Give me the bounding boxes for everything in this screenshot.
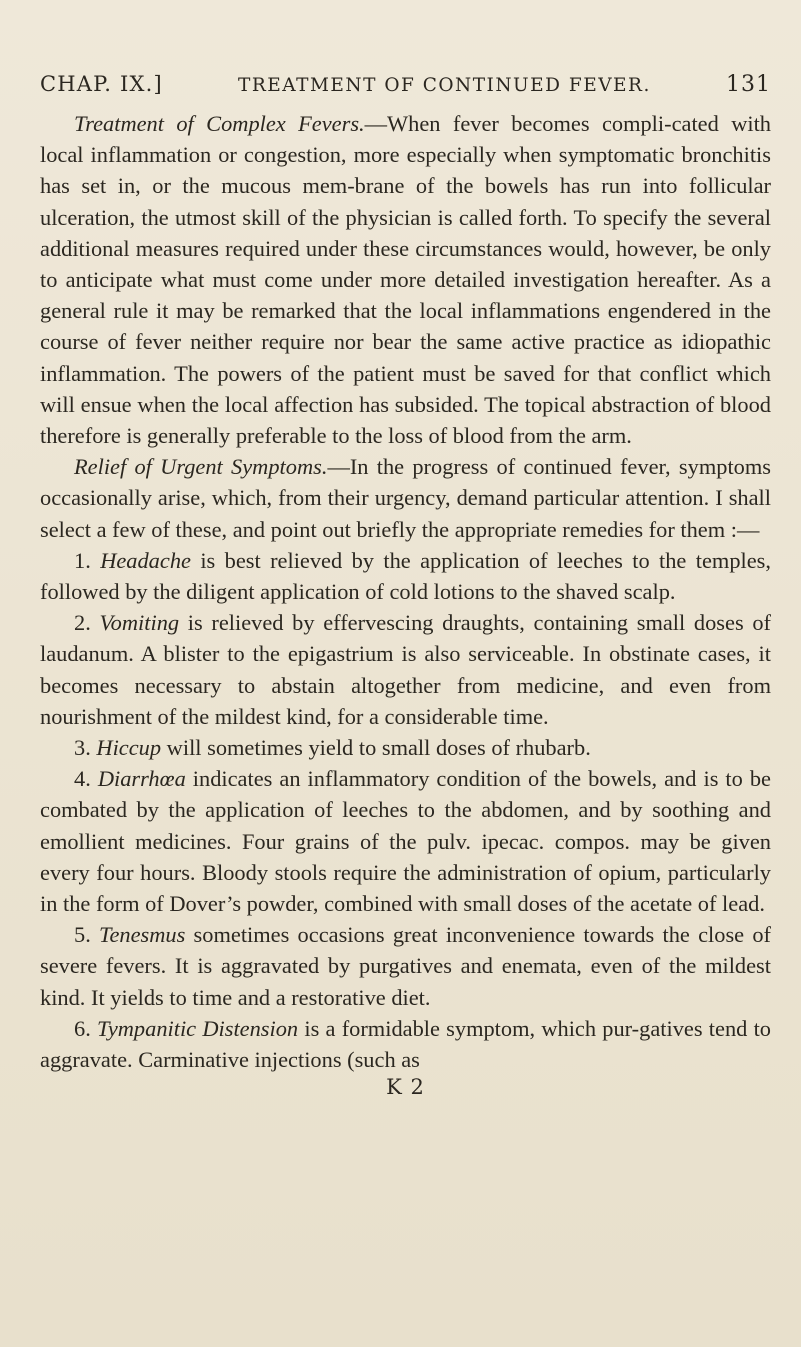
paragraph-heading: Treatment of Complex Fevers. bbox=[74, 111, 365, 136]
paragraph-heading: Tympanitic Distension bbox=[97, 1015, 299, 1041]
paragraph-vomiting bbox=[40, 607, 771, 732]
paragraph-heading: Relief of Urgent Symptoms. bbox=[74, 454, 328, 480]
item-number: 6. bbox=[74, 1015, 91, 1041]
page-number: 131 bbox=[725, 72, 771, 97]
paragraph-heading: Tenesmus bbox=[99, 922, 186, 948]
paragraph-urgent-symptoms bbox=[40, 451, 771, 545]
paragraph-heading: Vomiting bbox=[99, 610, 180, 636]
paragraph-text: —In the progress of continued fever, symptoms occasionally arise, which, from their urgency, demand particular attention. I shall select a few of these, and point out briefly the appropriate remedies for them :— bbox=[40, 454, 771, 542]
chapter-label: CHAP. IX.] bbox=[40, 72, 163, 96]
item-number: 5. bbox=[74, 922, 91, 948]
paragraph-heading: Headache bbox=[100, 547, 191, 573]
paragraph-headache bbox=[40, 545, 771, 607]
paragraph-text: sometimes occasions great inconvenience towards the close of severe fevers. It is aggravated by purgatives and enemata, even of the mildest kind. It yields to time and a restorative diet. bbox=[40, 922, 771, 1010]
signature-mark: K 2 bbox=[386, 1075, 425, 1100]
paragraph-hiccup bbox=[40, 732, 771, 763]
item-number: 4. bbox=[74, 766, 91, 792]
item-number: 2. bbox=[74, 610, 91, 636]
running-head bbox=[40, 72, 771, 108]
paragraph-heading: Hiccup bbox=[96, 735, 162, 761]
item-number: 1. bbox=[74, 547, 91, 573]
paragraph-complex-fevers bbox=[40, 108, 771, 451]
running-title: TREATMENT OF CONTINUED FEVER. bbox=[238, 75, 651, 96]
item-number: 3. bbox=[74, 735, 91, 761]
paragraph-tympanitic bbox=[40, 1013, 771, 1075]
paragraph-text: will sometimes yield to small doses of rhubarb. bbox=[161, 735, 591, 761]
body-text bbox=[40, 108, 771, 1075]
paragraph-text: is best relieved by the application of leeches to the temples, followed by the diligent application of cold lotions to the shaved scalp. bbox=[40, 547, 771, 605]
paragraph-text: indicates an inflammatory condition of the bowels, and is to be combated by the application of leeches to the abdomen, and by soothing and emollient medicines. Four grains of the pulv. ipecac. compos. may be given every four hours. Bloody stools require the administration of opium, particularly in the form of Dover’s powder, combined with small doses of the acetate of lead. bbox=[40, 766, 771, 917]
paragraph-text: —When fever becomes compli-cated with local inflammation or congestion, more especially when symptomatic bronchitis has set in, or the mucous mem-brane of the bowels has run into follicular ulceration, the utmost skill of the physician is called forth. To specify the several additional measures required under these circumstances would, however, be only to anticipate what must come under more detailed investigation hereafter. As a general rule it may be remarked that the local inflammations engendered in the course of fever neither require nor bear the same active practice as idiopathic inflammation. The powers of the patient must be saved for that conflict which will ensue when the local affection has subsided. The topical abstraction of blood therefore is generally preferable to the loss of blood from the arm. bbox=[40, 111, 771, 449]
paragraph-heading: Diarrhœa bbox=[97, 766, 186, 792]
paragraph-text: is relieved by effervescing draughts, containing small doses of laudanum. A blister to the epigastrium is also serviceable. In obstinate cases, it becomes necessary to abstain altogether from medicine, and even from nourishment of the mildest kind, for a considerable time. bbox=[40, 610, 771, 729]
paragraph-diarrhoea bbox=[40, 763, 771, 919]
paragraph-tenesmus bbox=[40, 919, 771, 1013]
paragraph-text: is a formidable symptom, which pur-gatives tend to aggravate. Carminative injections (such as bbox=[40, 1015, 771, 1073]
